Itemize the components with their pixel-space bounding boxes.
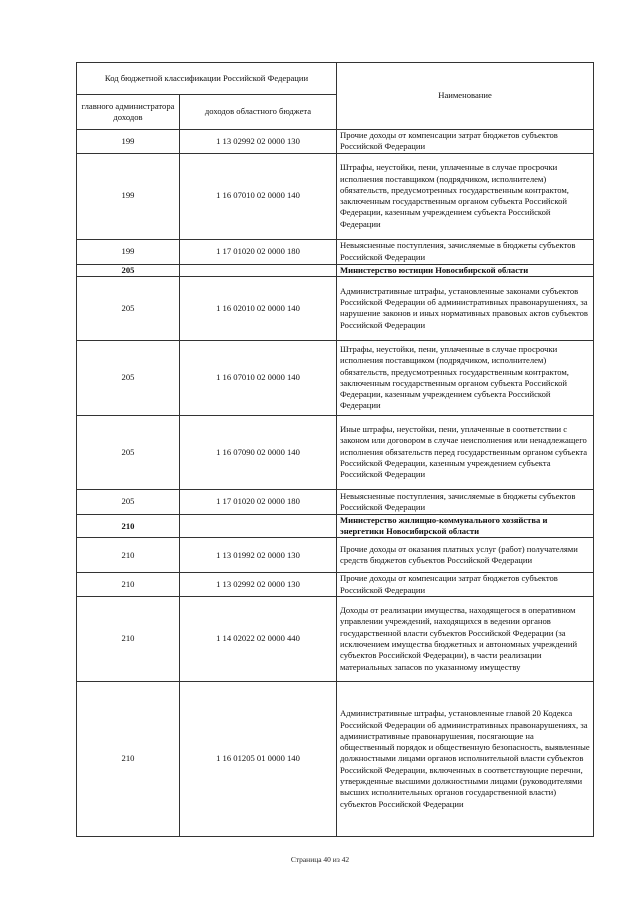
income-code-cell: 1 13 01992 02 0000 130 xyxy=(180,538,337,573)
income-code-cell: 1 17 01020 02 0000 180 xyxy=(180,239,337,264)
income-code-cell: 1 17 01020 02 0000 180 xyxy=(180,489,337,514)
income-code-cell: 1 16 01205 01 0000 140 xyxy=(180,682,337,837)
admin-code-cell: 199 xyxy=(77,130,180,154)
admin-code-cell: 210 xyxy=(77,597,180,682)
income-name-cell: Невыясненные поступления, зачисляемые в бюджеты субъектов Российской Федерации xyxy=(337,489,594,514)
income-name-cell: Прочие доходы от компенсации затрат бюджетов субъектов Российской Федерации xyxy=(337,130,594,154)
income-name-cell: Прочие доходы от оказания платных услуг (работ) получателями средств бюджетов субъектов Российской Федерации xyxy=(337,538,594,573)
table-header-row-1 xyxy=(77,63,594,95)
income-name-cell: Административные штрафы, установленные главой 20 Кодекса Российской Федерации об административных правонарушениях, за административные правонарушения, посягающие на общественный порядок и общественную безопасность, выявленные должностными лицами органов исполнительной власти субъектов Российской Федерации, включенных в соответствующие перечни, утвержденные высшими должностными лицами (руководителями высших исполнительных органов государственной власти) субъектов Российской Федерации xyxy=(337,682,594,837)
ministry-name-cell: Министерство юстиции Новосибирской области xyxy=(337,264,594,276)
income-name-cell: Штрафы, неустойки, пени, уплаченные в случае просрочки исполнения поставщиком (подрядчиком, исполнителем) обязательств, предусмотренных государственным контрактом, заключенным государственным органом субъекта Российской Федерации, казенным учреждением субъекта Российской Федерации xyxy=(337,340,594,415)
admin-code-cell: 199 xyxy=(77,153,180,239)
revenue-classification-table xyxy=(76,62,594,837)
ministry-name-cell: Министерство жилищно-коммунального хозяйства и энергетики Новосибирской области xyxy=(337,514,594,538)
income-code-cell: 1 16 02010 02 0000 140 xyxy=(180,276,337,340)
header-income: доходов областного бюджета xyxy=(180,95,337,130)
table-row xyxy=(77,538,594,573)
admin-code-cell: 199 xyxy=(77,239,180,264)
income-code-cell: 1 16 07010 02 0000 140 xyxy=(180,153,337,239)
table-row xyxy=(77,340,594,415)
admin-code-cell: 205 xyxy=(77,489,180,514)
income-name-cell: Иные штрафы, неустойки, пени, уплаченные в соответствии с законом или договором в случае неисполнения или ненадлежащего исполнения обязательств перед государственным органом субъекта Российской Федерации, казенным учреждением субъекта Российской Федерации xyxy=(337,415,594,489)
admin-code-cell: 205 xyxy=(77,415,180,489)
table-row xyxy=(77,153,594,239)
admin-code-cell: 210 xyxy=(77,514,180,538)
header-name: Наименование xyxy=(337,63,594,130)
income-name-cell: Доходы от реализации имущества, находящегося в оперативном управлении учреждений, находящихся в ведении органов государственной власти субъектов Российской Федерации (за исключением имущества бюджетных и автономных учреждений субъектов Российской Федерации), в части реализации материальных запасов по указанному имуществу xyxy=(337,597,594,682)
income-name-cell: Штрафы, неустойки, пени, уплаченные в случае просрочки исполнения поставщиком (подрядчиком, исполнителем) обязательств, предусмотренных государственным контрактом, заключенным государственным органом субъекта Российской Федерации, казенным учреждением субъекта Российской Федерации xyxy=(337,153,594,239)
ministry-row xyxy=(77,514,594,538)
admin-code-cell: 205 xyxy=(77,264,180,276)
income-code-cell xyxy=(180,264,337,276)
table-row xyxy=(77,276,594,340)
table-row xyxy=(77,682,594,837)
admin-code-cell: 205 xyxy=(77,340,180,415)
admin-code-cell: 210 xyxy=(77,682,180,837)
income-name-cell: Прочие доходы от компенсации затрат бюджетов субъектов Российской Федерации xyxy=(337,573,594,597)
admin-code-cell: 210 xyxy=(77,573,180,597)
admin-code-cell: 210 xyxy=(77,538,180,573)
income-code-cell: 1 13 02992 02 0000 130 xyxy=(180,130,337,154)
header-admin: главного администратора доходов xyxy=(77,95,180,130)
table-row xyxy=(77,239,594,264)
table-row xyxy=(77,130,594,154)
table-row xyxy=(77,573,594,597)
income-name-cell: Невыясненные поступления, зачисляемые в бюджеты субъектов Российской Федерации xyxy=(337,239,594,264)
header-code-group: Код бюджетной классификации Российской Федерации xyxy=(77,63,337,95)
admin-code-cell: 205 xyxy=(77,276,180,340)
income-code-cell: 1 16 07090 02 0000 140 xyxy=(180,415,337,489)
income-code-cell: 1 13 02992 02 0000 130 xyxy=(180,573,337,597)
income-code-cell: 1 16 07010 02 0000 140 xyxy=(180,340,337,415)
income-code-cell xyxy=(180,514,337,538)
page-number: Страница 40 из 42 xyxy=(290,855,350,864)
income-name-cell: Административные штрафы, установленные законами субъектов Российской Федерации об административных правонарушениях, за нарушение законов и иных нормативных правовых актов субъектов Российской Федерации xyxy=(337,276,594,340)
income-code-cell: 1 14 02022 02 0000 440 xyxy=(180,597,337,682)
table-row xyxy=(77,597,594,682)
table-row xyxy=(77,489,594,514)
table-row xyxy=(77,415,594,489)
ministry-row xyxy=(77,264,594,276)
